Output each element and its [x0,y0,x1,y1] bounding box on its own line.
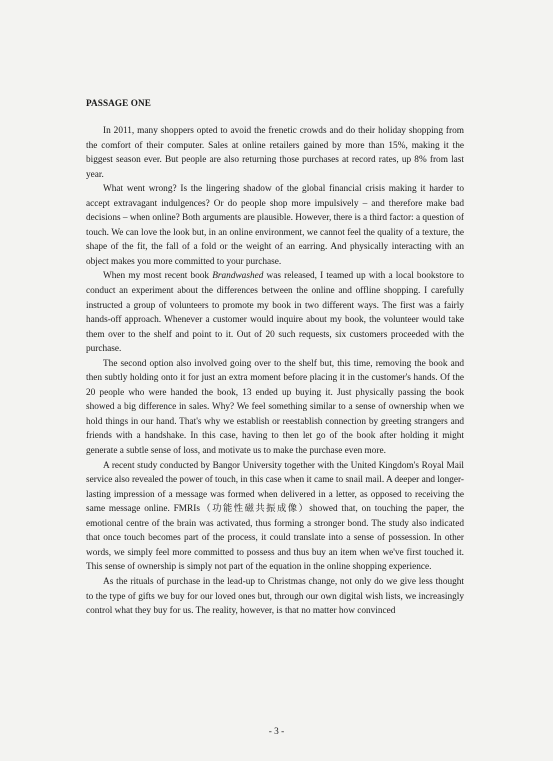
paragraph-1: In 2011, many shoppers opted to avoid the frenetic crowds and do their holiday shopping from the comfort of their computer. Sales at online retailers gained by more than 15%, making it the biggest season ever. But people are also returning those purchases at record rates, up 8% from last year. [86,126,464,180]
paragraph-5: A recent study conducted by Bangor University together with the United Kingdom's Royal Mail service also revealed the power of touch, in this case when it came to snail mail. A deeper and longer-lasting impression of a message was formed when delivered in a letter, as opposed to receiving the same message online. FMRIs（功能性磁共振成像）showed that, on touching the paper, the emotional centre of the brain was activated, thus forming a stronger bond. The study also indicated that once touch becomes part of the process, it could translate into a sense of possession. In other words, we simply feel more committed to possess and thus buy an item when we've first touched it. This sense of ownership is simply not part of the equation in the online shopping experience. [86,460,465,573]
paragraph-6: As the rituals of purchase in the lead-up to Christmas change, not only do we give less thought to the type of gifts we buy for our loved ones but, through our own digital wish lists, we increasingly control what they buy for us. The reality, however, is that no matter how convinced [86,576,464,617]
paragraph-3-start: When my most recent book [103,271,213,282]
book-title: Brandwashed [212,271,264,282]
paragraph-2: What went wrong? Is the lingering shadow of the global financial crisis making it harder to accept extravagant indulgences? Or do people shop more impulsively – and therefore make bad decisions – when online? Both arguments are plausible. However, there is a third factor: a question of touch. We can love the look but, in an online environment, we cannot feel the quality of a texture, the shape of the fit, the fall of a fold or the weight of an earring. And physically interacting with an object makes you more committed to your purchase. [86,184,464,267]
paragraph-3 [86,269,464,356]
paragraph-4: The second option also involved going over to the shelf but, this time, removing the book and then subtly holding onto it for just an extra moment before placing it in the customer's hands. Of the 20 people who were handed the book, 13 ended up buying it. Just physically passing the book showed a big difference in sales. Why? We feel something similar to a sense of ownership when we hold things in our hand. That's why we establish or reestablish connection by greeting strangers and friends with a handshake. In this case, having to then let go of the book after holding it might generate a subtle sense of loss, and motivate us to make the purchase even more. [86,358,464,457]
passage-heading: PASSAGE ONE [86,98,151,108]
page-number: - 3 - [268,727,285,737]
passage-body [86,97,464,619]
paragraph-3-rest: was released, I teamed up with a local bookstore to conduct an experiment about the differences between the online and offline shopping. I carefully instructed a group of volunteers to promote my book in two different ways. The first was a fairly hands-off approach. Whenever a customer would inquire about my book, the volunteer would take them over to the shelf and point to it. Out of 20 such requests, six customers proceeded with the purchase. [86,271,464,355]
